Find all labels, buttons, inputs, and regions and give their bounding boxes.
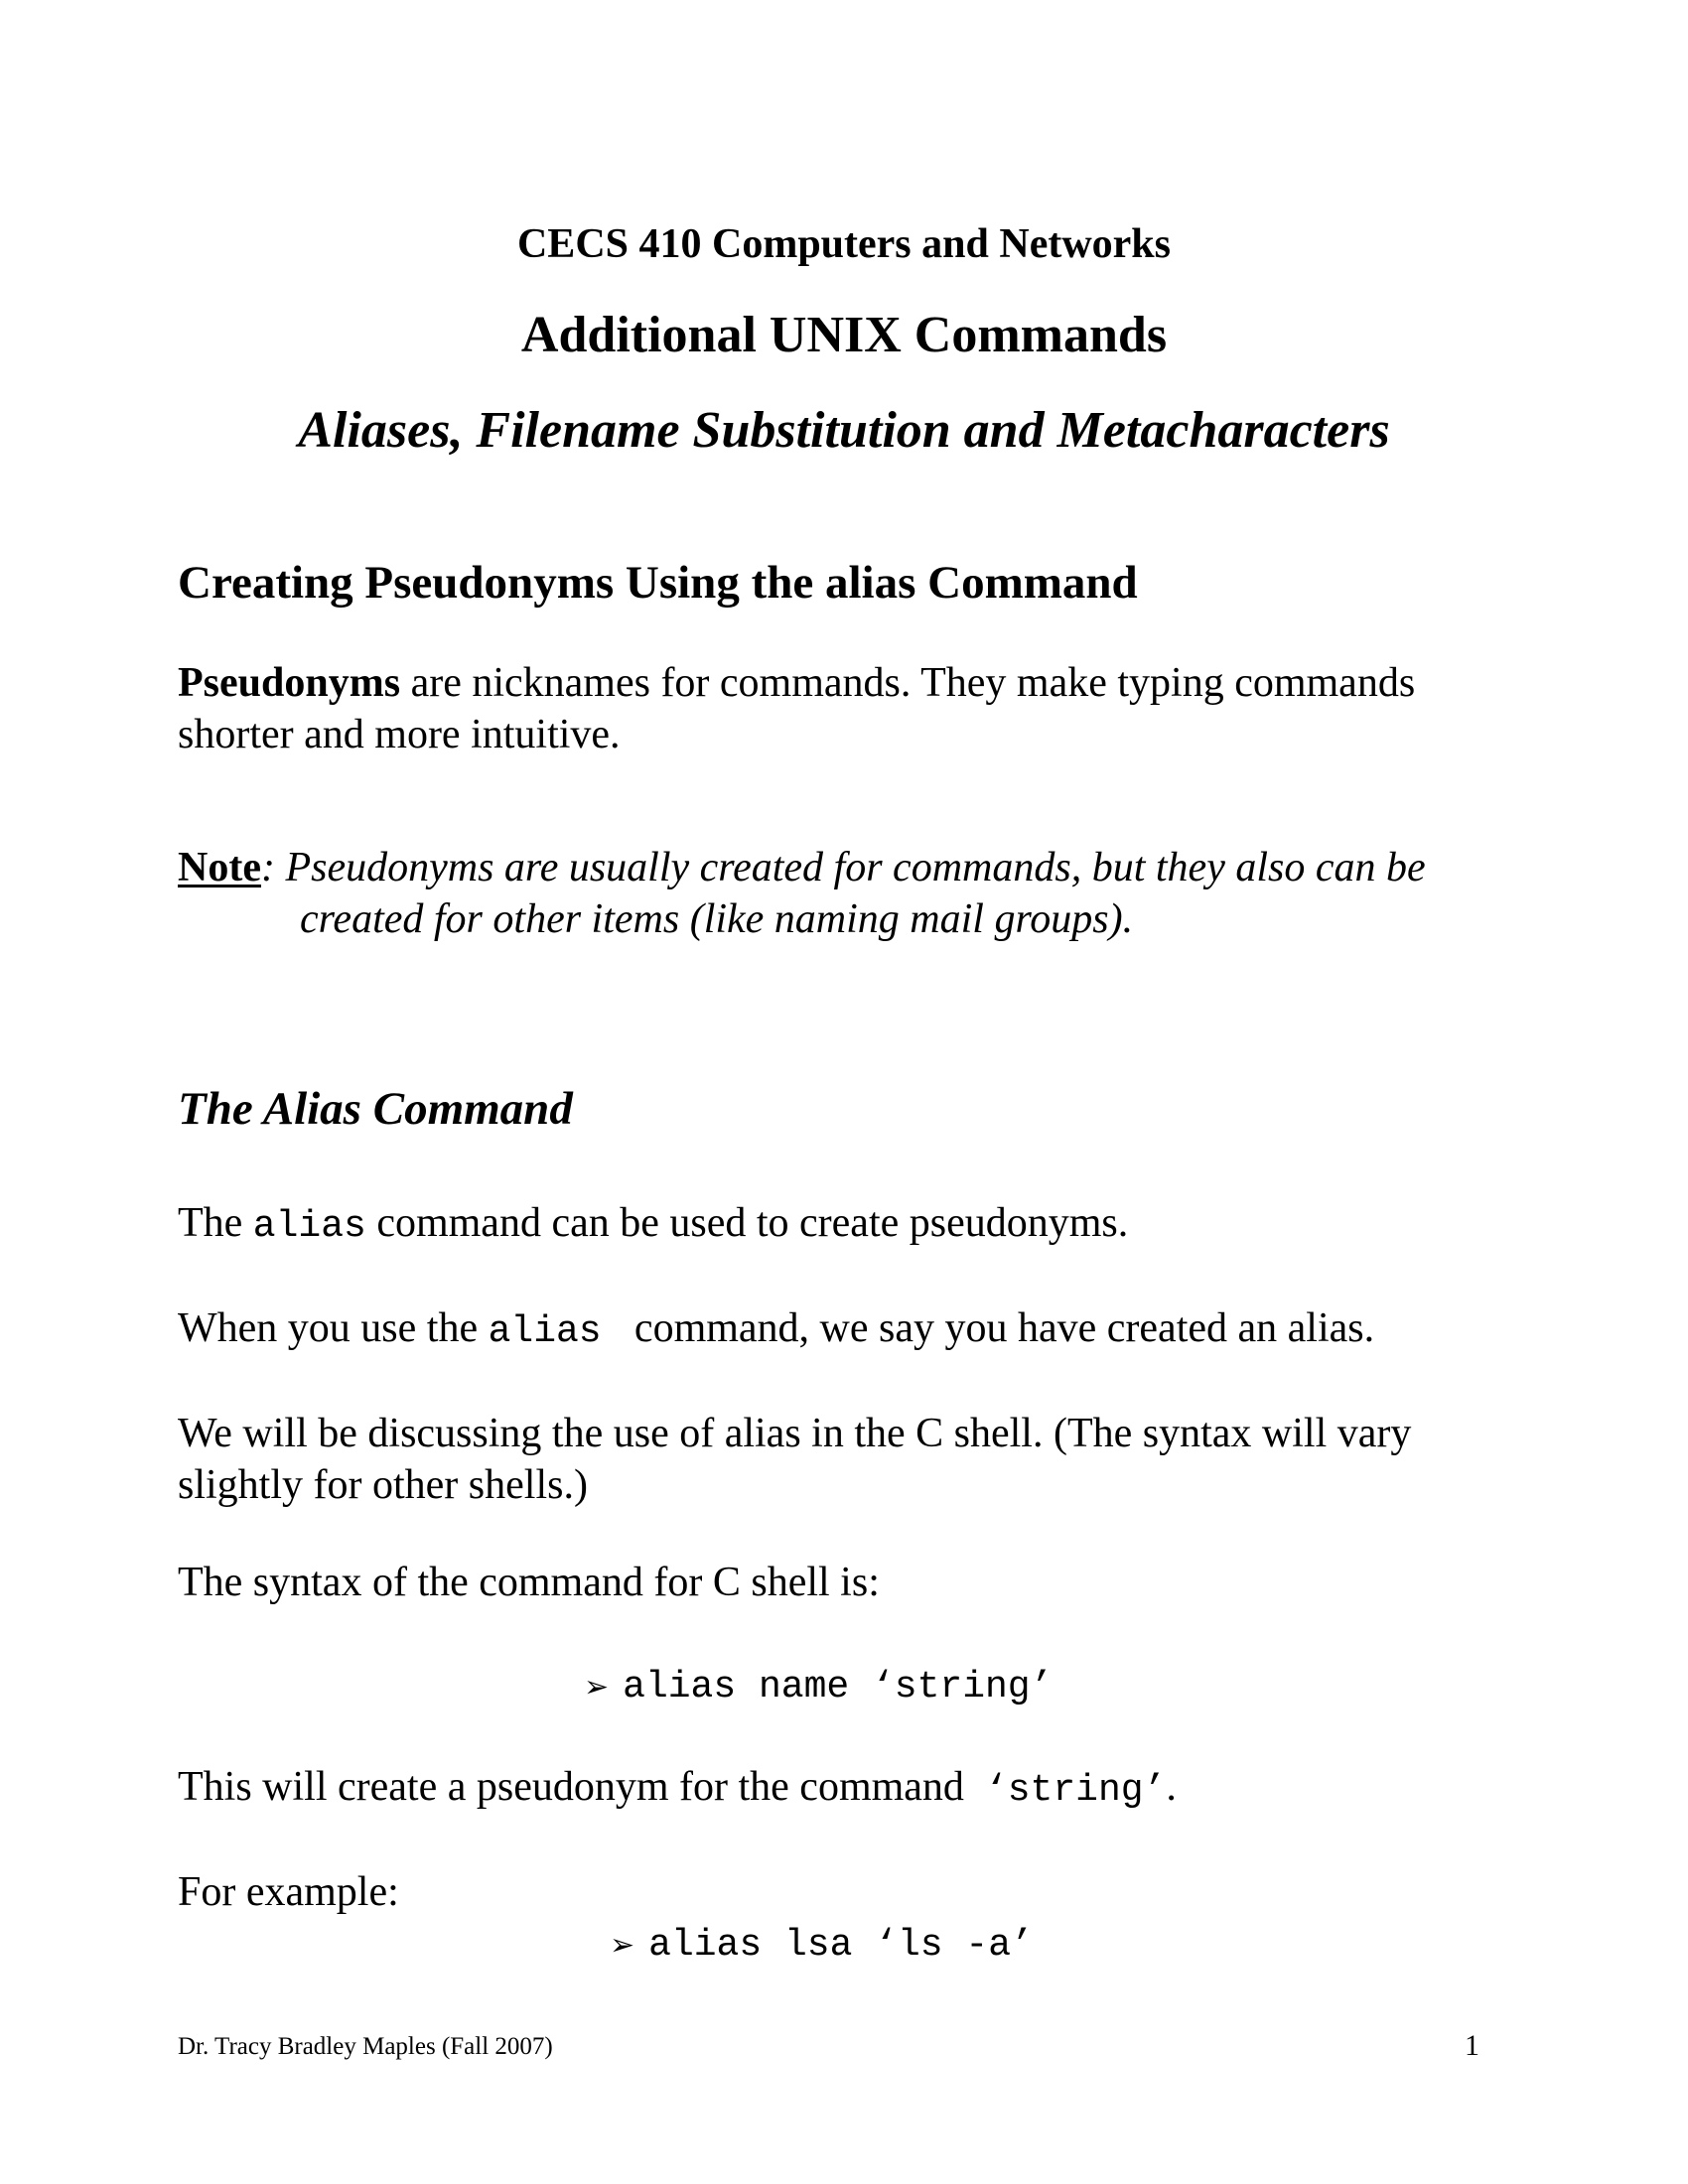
inline-code-string: ‘string’: [984, 1769, 1167, 1812]
paragraph-syntax-intro: The syntax of the command for C shell is:: [178, 1560, 880, 1605]
term-pseudonyms: Pseudonyms: [178, 660, 401, 706]
note-text: : Pseudonyms are usually created for commands, but they also can be: [260, 845, 1426, 890]
syntax-code: alias name ‘string’: [623, 1666, 1054, 1708]
note-line2: created for other items (like naming mail groups).: [300, 896, 1134, 942]
text: This will create a pseudonym for the command: [178, 1764, 985, 1810]
text: .: [1166, 1764, 1177, 1810]
document-subtitle: Aliases, Filename Substitution and Metacharacters: [298, 402, 1390, 459]
course-title: CECS 410 Computers and Networks: [516, 221, 1172, 267]
example-code: alias lsa ‘ls -a’: [648, 1924, 1034, 1967]
paragraph-pseudonym-for: [178, 1761, 1177, 1817]
text: When you use the: [178, 1305, 489, 1351]
paragraph-c-shell-line2: slightly for other shells.): [178, 1462, 588, 1508]
text: command can be used to create pseudonyms.: [365, 1200, 1129, 1246]
intro-paragraph-line1: [178, 657, 1415, 709]
paragraph-alias-create: [178, 1197, 1128, 1253]
paragraph-alias-created: [178, 1302, 1374, 1358]
document-title: Additional UNIX Commands: [520, 307, 1168, 363]
note-label-text: Note: [178, 845, 261, 890]
text: The: [178, 1200, 253, 1246]
note-line1: [178, 842, 1426, 893]
paragraph-for-example: For example:: [178, 1869, 399, 1915]
note-label: [178, 845, 261, 890]
page-number: 1: [1465, 2029, 1479, 2062]
section-heading-creating-pseudonyms: Creating Pseudonyms Using the alias Command: [178, 557, 1138, 609]
footer-author: Dr. Tracy Bradley Maples (Fall 2007): [178, 2033, 553, 2060]
intro-paragraph-line2: shorter and more intuitive.: [178, 712, 621, 757]
example-command: [610, 1916, 1034, 1972]
arrow-bullet-icon: ➢: [610, 1928, 635, 1963]
paragraph-c-shell-line1: We will be discussing the use of alias in the C shell. (The syntax will vary: [178, 1411, 1412, 1456]
intro-text: are nicknames for commands. They make typing commands: [400, 660, 1416, 706]
inline-code-alias: alias: [488, 1310, 625, 1353]
text: command, we say you have created an alias.: [624, 1305, 1375, 1351]
section-heading-alias-command: The Alias Command: [178, 1083, 573, 1135]
inline-code-alias: alias: [252, 1205, 366, 1248]
syntax-command: [584, 1658, 1053, 1713]
arrow-bullet-icon: ➢: [584, 1670, 610, 1705]
